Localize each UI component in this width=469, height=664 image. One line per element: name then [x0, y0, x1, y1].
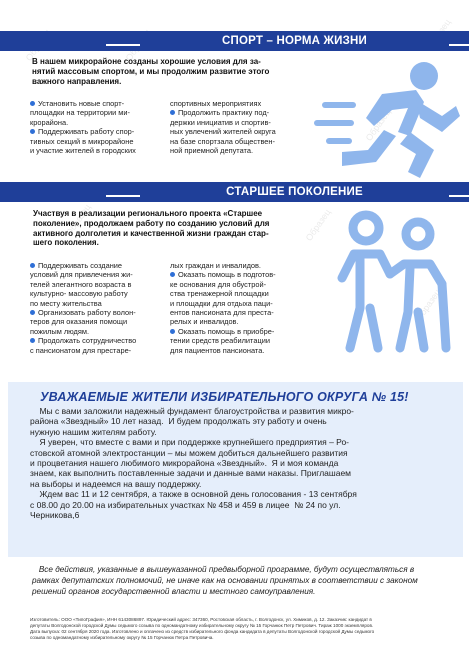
text-line: знаем, как выполнить поставленные задачи и данные вами наказы. Приглашаем [30, 468, 352, 479]
list-line [170, 99, 310, 108]
list-line-text: Продолжать сотрудничество [38, 336, 137, 346]
list-line [30, 327, 170, 336]
watermark: Образец [413, 287, 443, 323]
senior-section-banner [0, 182, 469, 202]
list-line [170, 146, 310, 155]
watermark: Образец [303, 207, 333, 243]
list-line-text: крорайона. [30, 117, 69, 127]
list-line-text: телей элегантного возраста в [30, 279, 132, 289]
text-line: Мы с вами заложили надежный фундамент благоустройства и развития микро- [30, 406, 354, 416]
list-line-text: площадки на территории ми- [30, 108, 130, 118]
senior-section-title: СТАРШЕЕ ПОКОЛЕНИЕ [150, 186, 439, 198]
list-line-text: ных увлечений жителей округа [170, 127, 276, 137]
text-line: Ждем вас 11 и 12 сентября, а также в основной день голосования - 13 сентября [30, 489, 357, 500]
text-line: Я уверен, что вместе с вами и при поддержке крупнейшего предприятия – Ро- [30, 437, 350, 448]
list-line [170, 327, 310, 336]
list-line-text: Поддерживать создание [38, 261, 123, 270]
text-line: Дата выпуска: 02 сентября 2020 года. Изготовлено и оплачено из средств избирательного фонда кандидата в депутаты Волгодонской городской Думы седьмого [30, 629, 375, 634]
list-line-text: Организовать работу волон- [38, 308, 136, 318]
list-line [170, 137, 310, 146]
list-line [30, 346, 170, 355]
list-line-text: спортивных мероприятиях [170, 99, 262, 108]
text-line: нужную нашим жителям работу. [30, 426, 157, 437]
list-line [170, 317, 310, 326]
bullet-icon [30, 263, 35, 268]
list-line-text: релых и инвалидов. [170, 317, 239, 327]
closing-note [32, 565, 452, 597]
list-line-text: ентов пансионата для преста- [170, 308, 274, 318]
text-line: с 08.00 до 20.00 на избирательных участках № 458 и 459 в лицее № 24 по ул. [30, 499, 341, 510]
sport-column-right [170, 99, 310, 155]
text-line: решений органов государственной власти и местного самоуправления. [32, 586, 316, 596]
publisher-footer [30, 617, 455, 641]
list-line-text: и участие жителей в городских [30, 146, 136, 156]
list-line-text: Установить новые спорт- [38, 99, 125, 108]
list-line [170, 289, 310, 298]
sport-section-title: СПОРТ – НОРМА ЖИЗНИ [150, 35, 439, 47]
sport-section-banner [0, 31, 469, 51]
elderly-couple-icon [320, 208, 460, 358]
list-line-text: ной приемной депутата. [170, 146, 254, 156]
bullet-icon [30, 101, 35, 106]
bullet-icon [170, 272, 175, 277]
text-line: депутаты Волгодонской городской Думы седьмого созыва по одномандатному избирательному округу № 15 Горчанюк Петр Петрович. Тираж 1000 экземпляров. [30, 623, 374, 628]
list-line-text: теров для оказания помощи [30, 317, 128, 327]
bullet-icon [30, 310, 35, 315]
bullet-icon [170, 110, 175, 115]
list-line [170, 108, 310, 117]
list-line [30, 146, 170, 155]
runner-icon [312, 54, 462, 182]
text-line: созыва по одномандатному избирательному округу № 15 Горчанюк Петра Петровича. [30, 635, 214, 640]
list-line-text: Поддерживать работу спор- [38, 127, 135, 137]
list-line-text: на базе спортзала обществен- [170, 136, 275, 146]
list-line-text: и площадки для отдыха паци- [170, 298, 273, 308]
bullet-icon [30, 338, 35, 343]
list-line [30, 299, 170, 308]
list-line-text: по месту жительства [30, 298, 102, 308]
list-line [170, 261, 310, 270]
text-line: Черникова,6 [30, 510, 80, 521]
list-line-text: держки инициатив и спортив- [170, 117, 271, 127]
list-line [30, 289, 170, 298]
sport-lead-line: В нашем микрорайоне созданы хорошие условия для за- [32, 57, 261, 66]
list-line-text: лых граждан и инвалидов. [170, 261, 261, 270]
senior-lead [33, 209, 333, 248]
appeal-title: УВАЖАЕМЫЕ ЖИТЕЛИ ИЗБИРАТЕЛЬНОГО ОКРУГА № 15! [40, 390, 409, 404]
list-line [170, 280, 310, 289]
text-line: и процветания нашего любимого микрорайона «Звездный». Я и моя команда [30, 458, 339, 469]
list-line [170, 346, 310, 355]
list-line [170, 127, 310, 136]
list-line [170, 270, 310, 279]
list-line-text: ства тренажерной площадки [170, 289, 269, 299]
sport-lead-line: нятий массовым спортом, и мы продолжим развитие этого [32, 66, 270, 76]
bullet-icon [30, 129, 35, 134]
list-line-text: культурно- массовую работу [30, 289, 128, 299]
list-line [30, 280, 170, 289]
sport-column-left [30, 99, 170, 155]
list-line [170, 118, 310, 127]
list-line [30, 336, 170, 345]
sport-lead-line: важного направления. [32, 76, 122, 86]
list-line-text: Оказать помощь в приобре- [178, 326, 275, 336]
list-line [30, 261, 170, 270]
list-line-text: пожилым людям. [30, 326, 90, 336]
list-line-text: условий для привлечения жи- [30, 270, 133, 280]
text-line: района «Звездный» 10 лет назад. И будем продолжать эту работу и очень [30, 416, 327, 427]
list-line [30, 137, 170, 146]
text-line: Все действия, указанные в вышеуказанной предвыборной программе, будут осуществляться в [32, 565, 415, 574]
list-line-text: с пансионатом для престаре- [30, 345, 132, 355]
senior-lead-line: активного долголетия и качественной жизни граждан стар- [33, 228, 269, 238]
text-line: Изготовитель: ООО «ТипоГрафия», ИНН 6143086897. Юридический адрес: 347360, Ростовская область, г. Волгодонск, ул. Химиков, д. 12. Заказчик: кандидат в [30, 617, 372, 622]
list-line [170, 299, 310, 308]
list-line-text: Продолжить практику под- [178, 108, 270, 118]
list-line [170, 336, 310, 345]
senior-lead-line: Участвуя в реализации регионального проекта «Старшее [33, 209, 263, 218]
bullet-icon [170, 329, 175, 334]
senior-lead-line: шего поколения. [33, 238, 99, 248]
list-line [30, 317, 170, 326]
senior-column-left [30, 261, 170, 355]
watermark: Образец [363, 107, 393, 143]
text-line: стовской атомной электростанции – мы можем добиться дальнейшего развития [30, 447, 348, 458]
text-line: на выборы и надеемся на вашу поддержку. [30, 478, 202, 489]
list-line-text: Оказать помощь в подготов- [178, 270, 276, 280]
watermark: Образец [63, 202, 93, 238]
list-line [30, 99, 170, 108]
list-line [30, 118, 170, 127]
list-line [30, 270, 170, 279]
appeal-text [30, 406, 450, 520]
list-line-text: для пациентов пансионата. [170, 345, 265, 355]
list-line [30, 108, 170, 117]
list-line [30, 308, 170, 317]
senior-column-right [170, 261, 310, 355]
list-line [30, 127, 170, 136]
list-line-text: тении средств реабилитации [170, 336, 270, 346]
list-line [170, 308, 310, 317]
list-line-text: ке основания для обустрой- [170, 279, 267, 289]
list-line-text: тивных секций в микрорайоне [30, 136, 134, 146]
senior-lead-line: поколение», продолжаем работу по созданию условий для [33, 218, 270, 228]
sport-lead [32, 57, 332, 86]
text-line: рамках депутатских полномочий, не иначе как на основании принятых в соответствии с законом [32, 575, 418, 585]
